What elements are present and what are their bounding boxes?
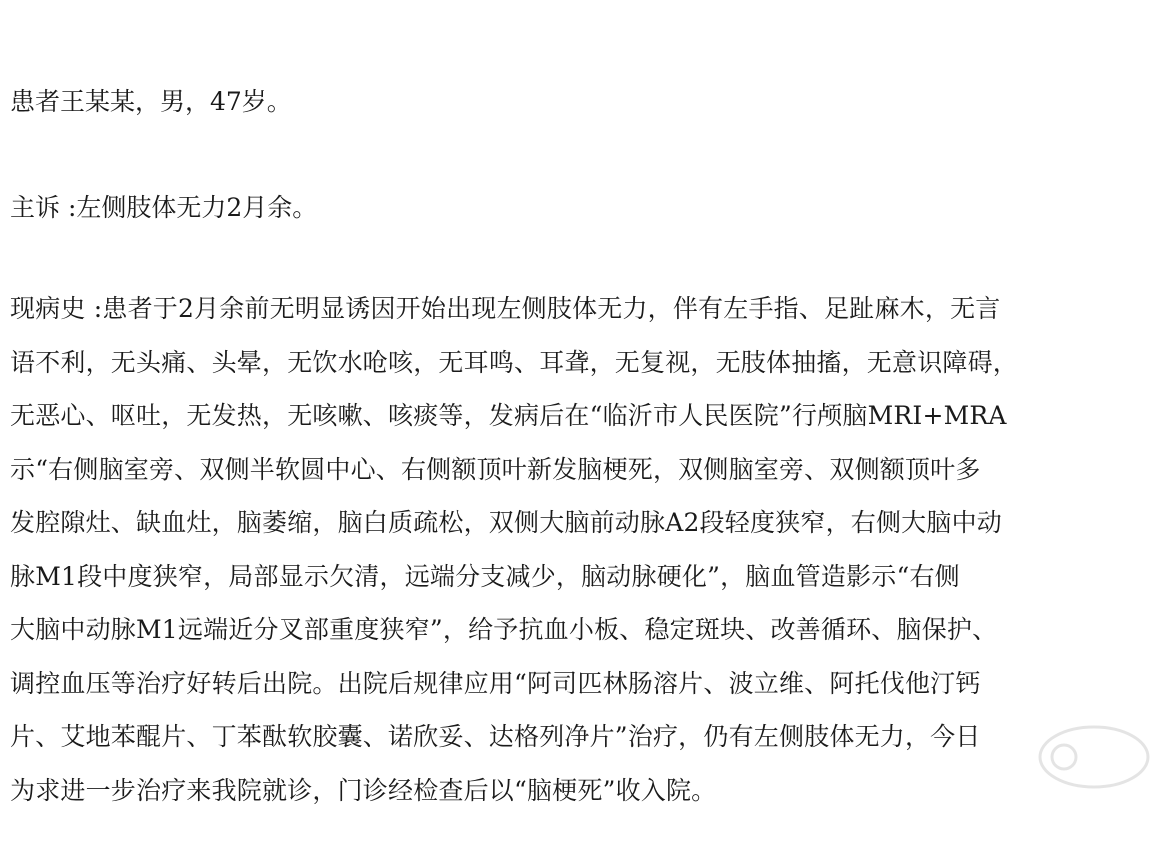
history-line: 片、艾地苯醌片、丁苯酞软胶囊、诺欣妥、达格列净片”治疗，仍有左侧肢体无力，今日 <box>10 722 981 751</box>
chief-complaint-line: 主诉 :左侧肢体无力2月余。 <box>10 193 318 222</box>
history-line: 脉M1段中度狭窄，局部显示欠清，远端分支减少，脑动脉硬化”，脑血管造影示“右侧 <box>10 561 960 591</box>
history-line: 发腔隙灶、缺血灶，脑萎缩，脑白质疏松，双侧大脑前动脉A2段轻度狭窄，右侧大脑中动 <box>10 508 1002 537</box>
present-illness-history <box>10 289 1156 824</box>
patient-info-line: 患者王某某，男，47岁。 <box>10 87 292 116</box>
history-line: 为求进一步治疗来我院就诊，门诊经检查后以“脑梗死”收入院。 <box>10 775 717 805</box>
history-line: 现病史 :患者于2月余前无明显诱因开始出现左侧肢体无力，伴有左手指、足趾麻木，无言 <box>10 294 1001 323</box>
history-line: 示“右侧脑室旁、双侧半软圆中心、右侧额顶叶新发脑梗死，双侧脑室旁、双侧额顶叶多 <box>10 454 981 484</box>
history-line: 语不利，无头痛、头晕，无饮水呛咳，无耳鸣、耳聋，无复视，无肢体抽搐，无意识障碍， <box>10 347 1019 377</box>
history-line: 调控血压等治疗好转后出院。出院后规律应用“阿司匹林肠溶片、波立维、阿托伐他汀钙 <box>10 668 981 698</box>
watermark-logo-icon <box>1034 722 1154 792</box>
history-line: 无恶心、呕吐，无发热，无咳嗽、咳痰等，发病后在“临沂市人民医院”行颅脑MRI+MRA <box>10 401 1007 430</box>
history-line: 大脑中动脉M1远端近分叉部重度狭窄”，给予抗血小板、稳定斑块、改善循环、脑保护、 <box>10 615 998 644</box>
